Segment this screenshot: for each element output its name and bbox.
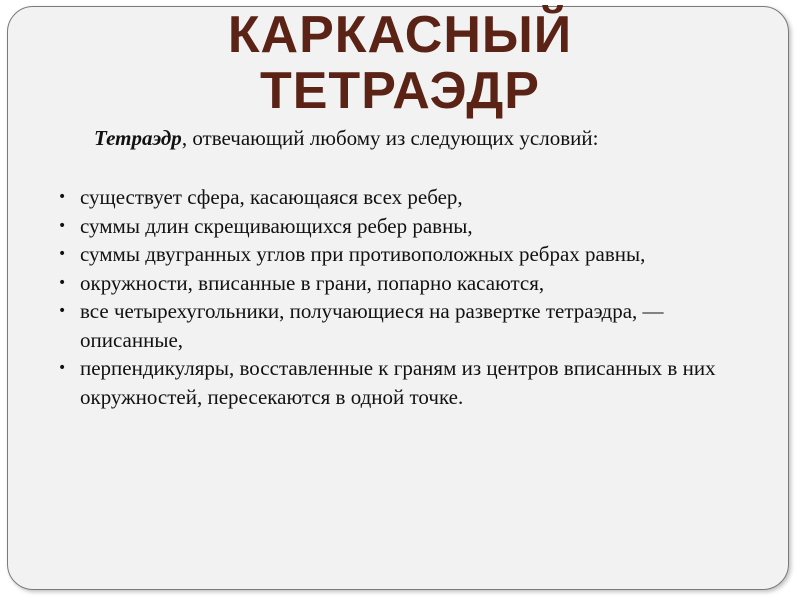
list-item: [58, 212, 738, 241]
list-item: [58, 240, 738, 269]
list-item: [58, 183, 738, 212]
slide-title: [0, 7, 800, 119]
definition-lead-text: , отвечающий любому из следующих условий:: [181, 126, 599, 150]
definition-term: Тетраэдр: [94, 126, 182, 150]
list-item: [58, 269, 738, 298]
bullet-icon: •: [58, 360, 67, 376]
list-item-text: перпендикуляры, восставленные к граням из центров вписанных в них окружностей, пересекаются в одной точке.: [80, 356, 716, 409]
list-item: [58, 297, 738, 354]
list-item: [58, 354, 738, 411]
slide-title-line-2: ТЕТРАЭДР: [259, 61, 540, 120]
list-item-text: суммы длин скрещивающихся ребер равны,: [80, 213, 473, 238]
conditions-list: [58, 183, 738, 411]
definition-lead: [94, 124, 754, 152]
bullet-icon: •: [58, 189, 67, 205]
bullet-icon: •: [58, 217, 67, 234]
list-item-text: все четырехугольники, получающиеся на развертке тетраэдра, — описанные,: [80, 299, 664, 352]
list-item-text: суммы двугранных углов при противоположных ребрах равны,: [80, 242, 646, 266]
bullet-icon: •: [58, 246, 67, 262]
bullet-icon: •: [58, 303, 67, 319]
list-item-text: существует сфера, касающаяся всех ребер,: [80, 185, 463, 209]
slide-title-line-1: КАРКАСНЫЙ: [227, 5, 573, 64]
bullet-icon: •: [58, 274, 67, 291]
list-item-text: окружности, вписанные в грани, попарно касаются,: [80, 270, 545, 295]
